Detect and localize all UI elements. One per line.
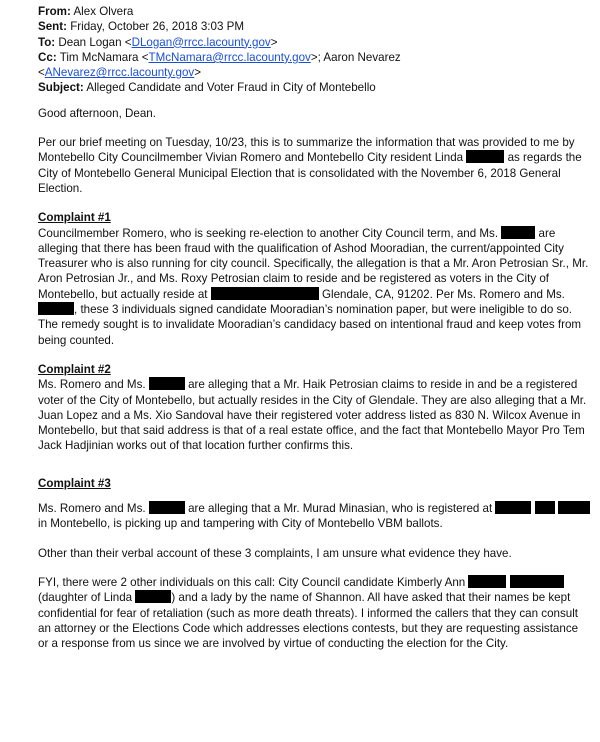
complaint-2-text-1: Ms. Romero and Ms. — [38, 378, 146, 392]
intro-paragraph — [38, 135, 590, 196]
subject-label: Subject: — [38, 81, 84, 95]
from-line — [38, 4, 590, 19]
complaint-3-paragraph — [38, 501, 590, 532]
to-close: > — [270, 35, 278, 49]
complaint-2-heading: Complaint #2 — [38, 362, 111, 376]
complaint-1-text-2: are alleging that there has been fraud with the qualification of Ashod Mooradian, the current/appointed City Treasurer who is also running for city council. Specifically, the allegation is that a Mr. Aron Petrosian Sr., Mr. Aron Petrosian Jr., and Ms. Roxy Petrosian claim to reside and be registered as voters in the City of Montebello, but actually reside at — [38, 226, 589, 301]
intro-text-1: Per our brief meeting on Tuesday, 10/23, this is to summarize the information that was provided to me by Montebello City Councilmember Vivian Romero and Montebello City resident Linda — [38, 136, 575, 165]
evidence-paragraph: Other than their verbal account of these 3 complaints, I am unsure what evidence they have. — [38, 546, 512, 560]
from-label: From: — [38, 5, 71, 18]
redaction-box — [466, 150, 504, 163]
complaint-3-text-2: are alleging that a Mr. Murad Minasian, who is registered at — [188, 502, 493, 516]
fyi-text-2: (daughter of Linda — [38, 591, 133, 605]
complaint-1-text-4: , these 3 individuals signed candidate Mooradian’s nomination paper, but were ineligible to do so. The remedy sought is to invalidate Mooradian’s candidacy based on intentional fraud and keep votes from being counted. — [38, 303, 582, 347]
to-line — [38, 35, 590, 50]
complaint-1-paragraph — [38, 226, 590, 348]
cc-name-1: Tim McNamara < — [59, 50, 149, 64]
subject-value: Alleged Candidate and Voter Fraud in City of Montebello — [86, 81, 376, 95]
complaint-1-text-1: Councilmember Romero, who is seeking re-election to another City Council term, and Ms. — [38, 226, 499, 240]
complaint-1-text-3: Glendale, CA, 91202. Per Ms. Romero and Ms. — [321, 287, 565, 301]
greeting: Good afternoon, Dean. — [38, 106, 156, 120]
sent-value: Friday, October 26, 2018 3:03 PM — [70, 20, 244, 34]
redaction-box — [501, 226, 535, 239]
cc-label: Cc: — [38, 50, 57, 64]
redaction-box — [535, 501, 555, 514]
redaction-box — [495, 501, 531, 514]
to-label: To: — [38, 35, 56, 49]
complaint-2-text-2: are alleging that a Mr. Haik Petrosian claims to reside in and be a registered voter of the City of Montebello, but actually resides in the City of Glendale. They are also alleging that a Mr. Juan Lopez and a Ms. Xio Sandoval have their registered voter address listed as 830 N. Wilcox Avenue in Montebello, but that said address is that of a real estate office, and the fact that Montebello Mayor Pro Tem Jack Hadjinian works out of that location further confirms this. — [38, 378, 587, 453]
redaction-box — [149, 377, 185, 390]
complaint-3-text-1: Ms. Romero and Ms. — [38, 502, 146, 516]
redaction-box — [558, 501, 590, 514]
redaction-box — [38, 302, 74, 315]
redaction-box — [510, 575, 564, 588]
redaction-box — [149, 501, 185, 514]
fyi-text-1: FYI, there were 2 other individuals on this call: City Council candidate Kimberly Ann — [38, 575, 466, 589]
redaction-box — [135, 590, 171, 603]
cc-line — [38, 50, 590, 81]
cc-email-link-2[interactable]: ANevarez@rrcc.lacounty.gov — [44, 66, 195, 80]
intro-text-2: as regards the City of Montebello General Municipal Election that is consolidated with the November 6, 2018 General Election. — [38, 151, 582, 195]
complaint-3-heading: Complaint #3 — [38, 476, 111, 490]
fyi-paragraph — [38, 575, 590, 651]
to-name: Dean Logan < — [58, 35, 132, 49]
complaint-1-heading: Complaint #1 — [38, 211, 111, 225]
cc-email-link-1[interactable]: TMcNamara@rrcc.lacounty.gov — [148, 50, 311, 64]
complaint-3-text-3: in Montebello, is picking up and tampering with City of Montebello VBM ballots. — [38, 517, 443, 531]
complaint-2-paragraph — [38, 377, 590, 453]
from-value: Alex Olvera — [73, 5, 134, 18]
fyi-text-3: ) and a lady by the name of Shannon. All have asked that their names be kept confidential for fear of retaliation (such as more death threats). I informed the callers that they can consult an attorney or the Elections Code which addresses elections contests, but they are requesting assistance or a response from us since we are involved by virtue of conducting the election for the City. — [38, 591, 579, 651]
cc-open-2: < — [38, 66, 45, 80]
sent-line — [38, 19, 590, 34]
redaction-box — [468, 575, 506, 588]
cc-mid: >; Aaron Nevarez — [310, 50, 401, 64]
redaction-box — [211, 287, 319, 300]
sent-label: Sent: — [38, 20, 67, 34]
subject-line — [38, 80, 590, 95]
to-email-link[interactable]: DLogan@rrcc.lacounty.gov — [131, 35, 271, 49]
cc-close-2: > — [194, 66, 202, 80]
